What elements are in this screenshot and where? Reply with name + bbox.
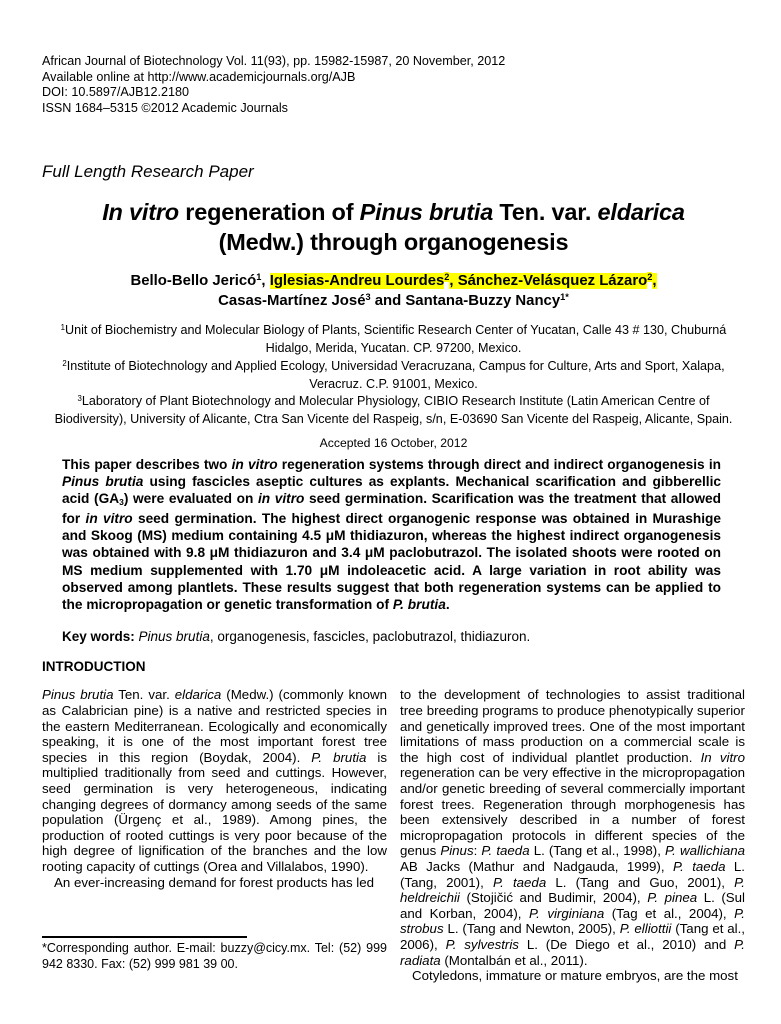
journal-doi-line: DOI: 10.5897/AJB12.2180 [42,85,190,99]
body-paragraph: Cotyledons, immature or mature embryos, are the most [412,968,738,984]
journal-url-line: Available online at http://www.academicjournals.org/AJB [42,69,356,84]
footnote-block [42,936,387,972]
keywords-line: Key words: Pinus brutia, organogenesis, fascicles, paclobutrazol, thidiazuron. [62,629,531,645]
section-heading-introduction: INTRODUCTION [42,659,146,675]
affiliation-1: $^1$Unit of Biochemistry and Molecular Biology of Plants, Scientific Research Center of Yucatan, Calle 43 # 130, Chuburná Hidalgo, Merida, Yucatan. CP. 97200, Mexico. [60,323,727,356]
authors-line: Bello-Bello Jericó$^1$, Iglesias-Andreu Lourdes$^2$, Sánchez-Velásquez Lázaro$^2$, Casas-Martínez José$^3$ and Santana-Buzzy Nancy$^{1*}$ [130,272,657,309]
affiliations-block [42,322,745,429]
footnote-divider [42,936,247,938]
abstract-paragraph: This paper describes two in vitro regeneration systems through direct and indirect organogenesis in Pinus brutia using fascicles aseptic cultures as explants. Mechanical scarification and gibberellic acid (GA3) were evaluated on in vitro seed germination. Scarification was the treatment that allowed for in vitro seed germination. The highest direct organogenic response was obtained in Murashige and Skoog (MS) medium containing 4.5 μM thidiazuron, whereas the highest indirect organogenesis was obtained with 9.8 μM thidiazuron and 3.4 μM paclobutrazol. The isolated shoots were rooted on MS medium supplemented with 1.70 μM indoleacetic acid. A large variation in root ability was observed among plantlets. These results suggest that both regeneration systems can be applied to the micropropagation or genetic transformation of P. brutia. [62,456,722,613]
article-type-label: Full Length Research Paper [42,162,254,181]
accepted-date: Accepted 16 October, 2012 [319,435,468,450]
corresponding-author-footnote: *Corresponding author. E-mail: buzzy@cicy.mx. Tel: (52) 999 942 8330. Fax: (52) 999 981 39 00. [42,941,387,971]
journal-citation-line: African Journal of Biotechnology Vol. 11(93), pp. 15982-15987, 20 November, 2012 [42,54,506,68]
body-paragraph: to the development of technologies to assist traditional tree breeding programs to produce phenotypically superior and genetically improved trees. One of the most important limitations of mass production on a commercial scale is the high cost of individual plantlet production. In vitro regeneration can be very effective in the micropropagation and/or genetic breeding of several commercially important forest trees. Regeneration through morphogenesis has been extensively described in a number of forest micropropagation protocols in different species of the genus Pinus: P. taeda L. (Tang et al., 1998), P. wallichiana AB Jacks (Mathur and Nadgauda, 1999), P. taeda L. (Tang, 2001), P. taeda L. (Tang and Guo, 2001), P. heldreichii (Stojičić and Budimir, 2004), P. pinea L. (Sul and Korban, 2004), P. virginiana (Tag et al., 2004), P. strobus L. (Tang and Newton, 2005), P. elliottii (Tang et al., 2006), P. sylvestris L. (De Diego et al., 2010) and P. radiata (Montalbán et al., 2011). [400,687,746,968]
affiliation-2: $^2$Institute of Biotechnology and Applied Ecology, Universidad Veracruzana, Campus for Culture, Arts and Sport, Xalapa, Veracruz. C.P. 91001, Mexico. [62,358,725,391]
journal-header [42,54,745,116]
body-paragraph: Pinus brutia Ten. var. eldarica (Medw.) (commonly known as Calabrician pine) is a native and restricted species in the eastern Mediterranean. Ecologically and economically speaking, it is one of the most important forest tree species in this region (Boydak, 2004). P. brutia is multiplied traditionally from seed and cuttings. However, seed germination is very heterogeneous, indicating changing degrees of dormancy among seeds of the same population (Ürgenç et al., 1989). Among pines, the production of rooted cuttings is very poor because of the high degree of lignification of the branches and the low rooting capacity of cuttings (Orea and Villalabos, 1990). [42,687,387,874]
affiliation-3: $^3$Laboratory of Plant Biotechnology and Molecular Physiology, CIBIO Research Institute (Latin American Centre of Biodiversity), University of Alicante, Ctra San Vicente del Raspeig, s/n, E-03690 San Vicente del Raspeig, Alicante, Spain. [54,394,733,427]
body-paragraph: An ever-increasing demand for forest products has led [54,874,375,890]
intro-column-right [400,687,745,983]
journal-issn-line: ISSN 1684–5315 ©2012 Academic Journals [42,100,288,115]
article-title: In vitro regeneration of Pinus brutia Ten. var. eldarica (Medw.) through organogenesis [102,199,685,255]
